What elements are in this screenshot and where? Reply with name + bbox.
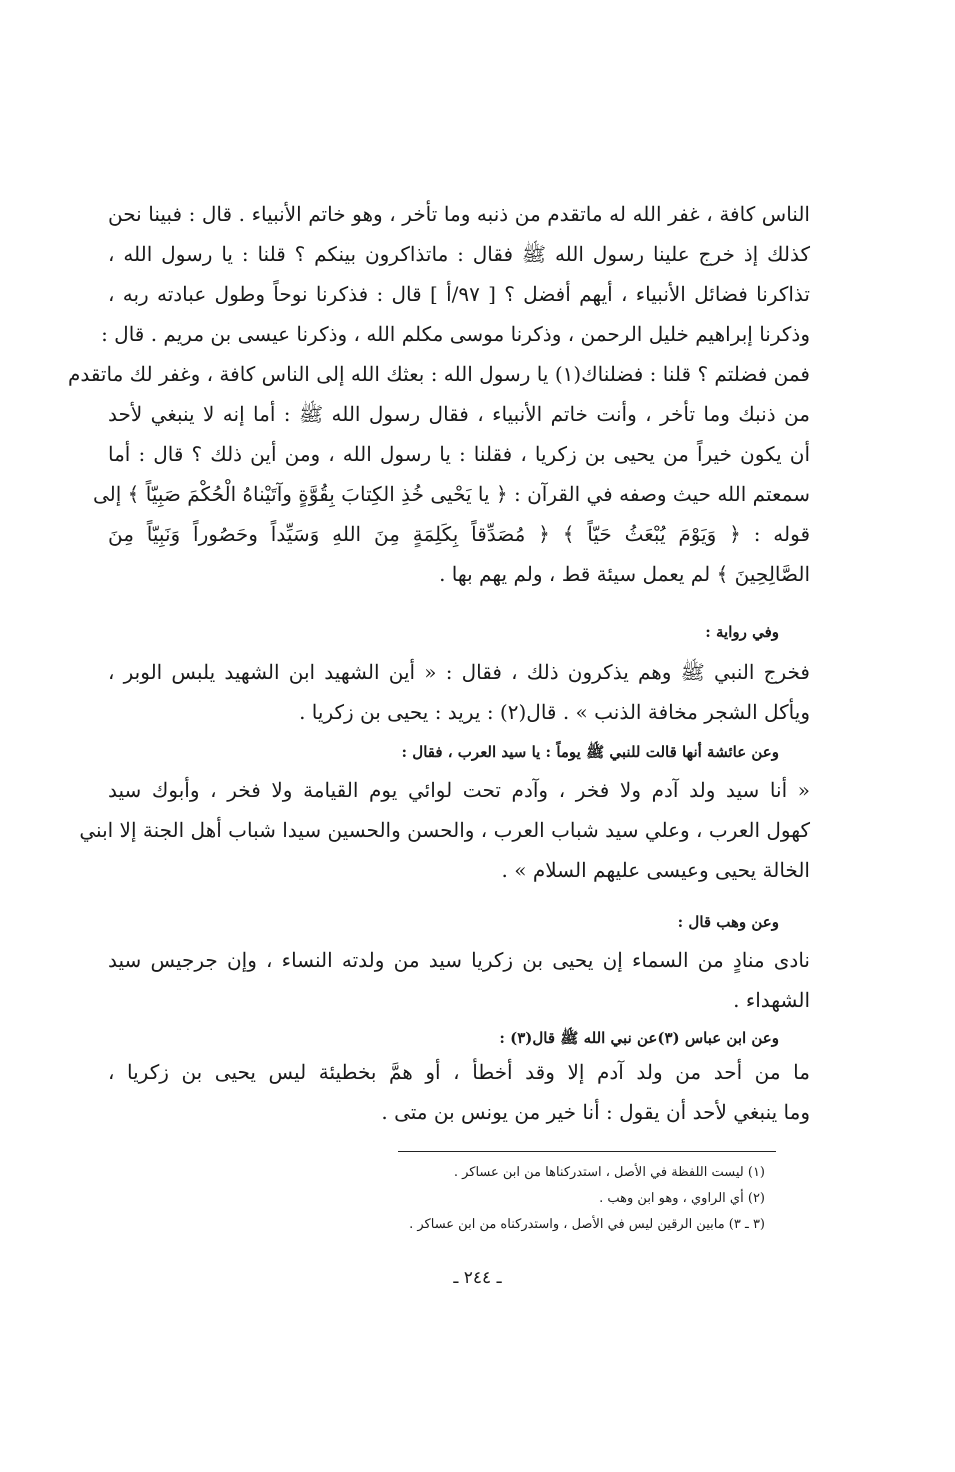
text-line: الخالة يحيى وعيسى عليهم السلام » . — [501, 858, 810, 882]
text-line: فخرج النبي ﷺ وهم يذكرون ذلك ، فقال : « أين الشهيد ابن الشهيد يلبس الوبر ، — [108, 660, 810, 684]
footnote: (٣ ـ ٣) مابين الرقين ليس في الأصل ، واستدركناه من ابن عساكر . — [409, 1217, 765, 1232]
text-line: ويأكل الشجر مخافة الذنب » . قال(٢) : يريد : يحيى بن زكريا . — [299, 700, 810, 724]
paragraph-4 — [108, 940, 810, 1020]
text-line: الصَّالِحِينَ ﴾ لم يعمل سيئة قط ، ولم يهم بها . — [439, 562, 810, 586]
text-line: وذكرنا إبراهيم خليل الرحمن ، وذكرنا موسى مكلم الله ، وذكرنا عيسى بن مريم . قال : — [101, 322, 810, 346]
text-line: الشهداء . — [733, 988, 810, 1012]
section-heading: وعن وهب قال : — [677, 913, 779, 931]
text-line: قوله : ﴿ وَيَوْمَ يُبْعَثُ حَيّاً ﴾ ﴿ مُصَدِّقاً بِكَلِمَةٍ مِنَ اللهِ وَسَيِّداً وحَصُوراً وَنَبِيّاً مِنَ — [108, 522, 810, 546]
text-line: وما ينبغي لأحد أن يقول : أنا خير من يونس بن متى . — [381, 1100, 810, 1124]
text-line: أن يكون خيراً من يحيى بن زكريا ، فقلنا : يا رسول الله ، ومن أين ذلك ؟ قال : أما — [108, 442, 810, 466]
paragraph-2 — [108, 652, 810, 732]
footnote: (٢) أي الراوي ، وهو ابن وهب . — [599, 1191, 765, 1206]
footnote-divider — [398, 1151, 776, 1152]
section-heading: وعن ابن عباس (٣)عن نبي الله ﷺ قال(٣) : — [499, 1029, 779, 1047]
text-line: فمن فضلتم ؟ قلنا : فضلناك(١) يا رسول الله : بعثك الله إلى الناس كافة ، وغفر لك ماتقدم — [67, 362, 810, 386]
paragraph-3 — [79, 770, 810, 890]
text-line: نادى منادٍ من السماء إن يحيى بن زكريا سيد من ولدته النساء ، وإن جرجيس سيد — [108, 948, 810, 972]
page-number: ـ ٢٤٤ ـ — [453, 1268, 502, 1288]
section-heading: وعن عائشة أنها قالت للنبي ﷺ يوماً : يا سيد العرب ، فقال : — [401, 743, 779, 761]
text-line: سمعتم الله حيث وصفه في القرآن : ﴿ يا يَحْيى خُذِ الكِتابَ بِقُوَّةٍ وآتَيْناهُ الْحُكْمَ صَبِيّاً ﴾ إلى — [92, 482, 810, 506]
text-line: الناس كافة ، غفر الله له ماتقدم من ذنبه وما تأخر ، وهو خاتم الأنبياء . قال : فبينا نحن — [108, 202, 810, 226]
paragraph-5 — [108, 1052, 810, 1132]
text-line: كذلك إذ خرج علينا رسول الله ﷺ فقال : ماتذاكرون بينكم ؟ قلنا : يا رسول الله ، — [108, 242, 810, 266]
text-line: تذاكرنا فضائل الأنبياء ، أيهم أفضل ؟ [ ٩٧/أ ] قال : فذكرنا نوحاً وطول عبادته ربه ، — [108, 282, 810, 306]
footnote: (١) ليست اللفظة في الأصل ، استدركناها من ابن عساكر . — [453, 1165, 765, 1180]
section-heading: وفي رواية : — [705, 623, 779, 641]
text-line: من ذنبك وما تأخر ، وأنت خاتم الأنبياء ، فقال رسول الله ﷺ : أما إنه لا ينبغي لأحد — [108, 402, 810, 426]
paragraph-1 — [67, 194, 810, 594]
text-line: « أنا سيد ولد آدم ولا فخر ، وآدم تحت لوائي يوم القيامة ولا فخر ، وأبوك سيد — [108, 778, 810, 802]
text-line: ما من أحد من ولد آدم إلا وقد أخطأ ، أو همَّ بخطيئة ليس يحيى بن زكريا ، — [108, 1060, 810, 1084]
text-line: كهول العرب ، وعلي سيد شباب العرب ، والحسن والحسين سيدا شباب أهل الجنة إلا ابني — [79, 818, 810, 842]
footnotes — [205, 1160, 765, 1238]
